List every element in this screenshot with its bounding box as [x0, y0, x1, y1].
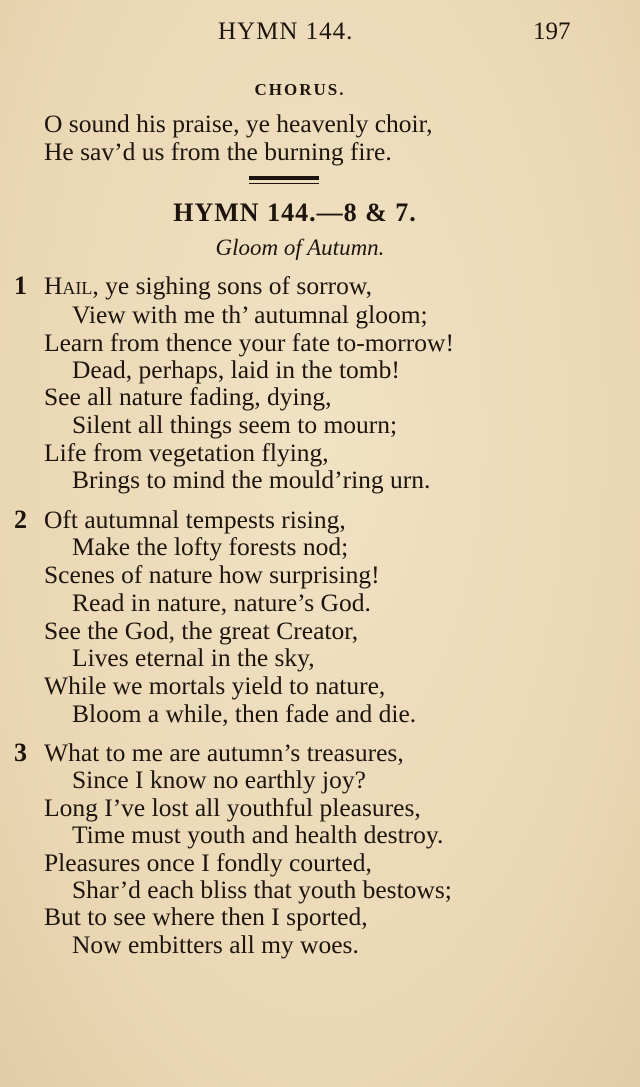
verse-line-rest: , ye sighing sons of sorrow,	[92, 271, 372, 300]
verse-line: Scenes of nature how surprising!	[44, 560, 380, 589]
hymn-title: Gloom of Autumn.	[215, 235, 385, 260]
section-divider	[249, 176, 319, 184]
verse-line: Life from vegetation flying,	[44, 438, 329, 467]
chorus-line: He sav’d us from the burning fire.	[44, 137, 392, 166]
verse-line: Oft autumnal tempests rising,	[44, 505, 346, 534]
verse-line: View with me th’ autumnal gloom;	[72, 300, 428, 329]
verse-line: Long I’ve lost all youthful pleasures,	[44, 793, 421, 822]
verse-line: Learn from thence your fate to-morrow!	[44, 328, 454, 357]
verse-number: 2	[14, 505, 27, 534]
verse-line: Since I know no earthly joy?	[72, 765, 366, 794]
verse-line: Time must youth and health destroy.	[72, 820, 444, 849]
verse-line: Make the lofty forests nod;	[72, 532, 349, 561]
verse-line: Lives eternal in the sky,	[72, 643, 315, 672]
verse-line: While we mortals yield to nature,	[44, 671, 386, 700]
verse-line: Read in nature, nature’s God.	[72, 588, 371, 617]
verse-line: Brings to mind the mould’ring urn.	[72, 465, 431, 494]
verse-line: Pleasures once I fondly courted,	[44, 848, 372, 877]
verse-first-word: Hail	[44, 271, 93, 300]
page-header	[0, 18, 640, 54]
verse-line: See the God, the great Creator,	[44, 616, 359, 645]
verse-line: What to me are autumn’s treasures,	[44, 738, 404, 767]
running-title: HYMN 144.	[218, 18, 354, 45]
page-number: 197	[533, 18, 571, 45]
hymn-heading: HYMN 144.—8 & 7.	[173, 198, 417, 227]
verse-line: Shar’d each bliss that youth bestows;	[72, 875, 452, 904]
verse-line: Bloom a while, then fade and die.	[72, 699, 417, 728]
verse-line: Now embitters all my woes.	[72, 930, 359, 959]
verse-line: Silent all things seem to mourn;	[72, 410, 398, 439]
verse-line: See all nature fading, dying,	[44, 382, 332, 411]
verse-number: 3	[14, 738, 27, 767]
verse-line	[44, 272, 372, 300]
chorus-line: O sound his praise, ye heavenly choir,	[44, 109, 433, 138]
verse-number: 1	[14, 271, 27, 300]
verse-line: But to see where then I sported,	[44, 902, 368, 931]
chorus-label: CHORUS.	[254, 80, 346, 99]
verse-line: Dead, perhaps, laid in the tomb!	[72, 355, 400, 384]
